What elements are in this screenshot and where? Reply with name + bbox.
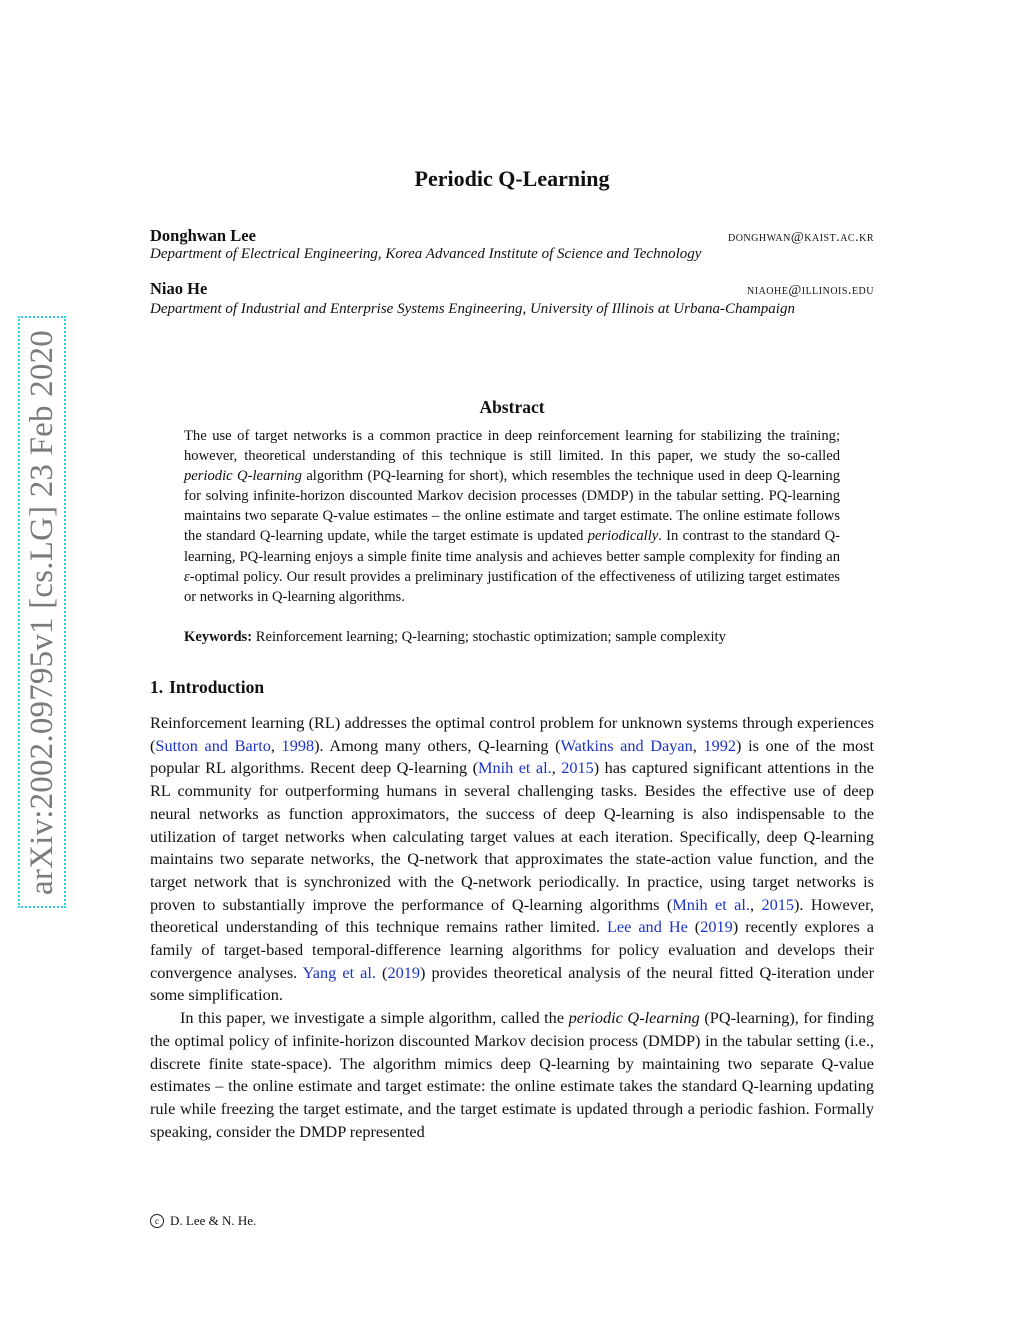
citation-link[interactable]: Watkins and Dayan — [560, 735, 693, 755]
author-row-1 — [150, 226, 874, 246]
copyright-footer — [150, 1213, 256, 1229]
author-name: Niao He — [150, 279, 208, 298]
author-affiliation: Department of Electrical Engineering, Korea Advanced Institute of Science and Technology — [150, 246, 702, 262]
citation-year-link[interactable]: 2019 — [700, 917, 733, 937]
citation-link[interactable]: Sutton and Barto — [155, 735, 271, 755]
citation-year-link[interactable]: 2019 — [387, 962, 420, 982]
citation-link[interactable]: Lee and He — [606, 917, 688, 937]
keywords-label: Keywords: — [184, 629, 253, 645]
citation-year-link[interactable]: 1998 — [281, 735, 315, 755]
keywords-line — [184, 627, 840, 647]
author-name: Donghwan Lee — [150, 226, 256, 245]
keywords-text: Reinforcement learning; Q-learning; stochastic optimization; sample complexity — [255, 629, 726, 645]
intro-paragraph-2: In this paper, we investigate a simple algorithm, called the periodic Q-learning (PQ-learning), for finding the optimal policy of infinite-horizon discounted Markov decision process (DMDP) in the tabular setting (i.e., discrete finite state-space). The algorithm mimics deep Q-learning by maintaining two separate Q-value estimates – the online estimate and target estimate: the online estimate takes the standard Q-learning updating rule while freezing the target estimate, and the target estimate is updated through a periodic fashion. Formally speaking, consider the DMDP represented — [150, 1008, 875, 1141]
arxiv-identifier: arXiv:2002.09795v1 [cs.LG] 23 Feb 2020 — [23, 329, 60, 895]
copyright-text: D. Lee & N. He. — [170, 1213, 257, 1228]
paper-title: Periodic Q-Learning — [414, 166, 610, 191]
author-affiliation: Department of Industrial and Enterprise Systems Engineering, University of Illinois at Urbana-Champaign — [150, 301, 795, 317]
section-heading-introduction: 1. Introduction — [150, 677, 265, 697]
abstract-heading: Abstract — [479, 397, 545, 417]
abstract-body: The use of target networks is a common practice in deep reinforcement learning for stabilizing the training; however, theoretical understanding of this technique is still limited. In this paper, we study the so-called periodic Q-learning algorithm (PQ-learning for short), which resembles the technique used in deep Q-learning for solving infinite-horizon discounted Markov decision processes (DMDP) in the tabular setting. PQ-learning maintains two separate Q-value estimates – the online estimate and target estimate. The online estimate follows the standard Q-learning update, while the target estimate is updated periodically. In contrast to the standard Q-learning, PQ-learning enjoys a simple finite time analysis and achieves better sample complexity for finding an ε-optimal policy. Our result provides a preliminary justification of the effectiveness of utilizing target estimates or networks in Q-learning algorithms. — [184, 428, 840, 605]
citation-year-link[interactable]: 2015 — [561, 758, 594, 778]
citation-year-link[interactable]: 1992 — [703, 735, 737, 755]
introduction-body — [150, 712, 874, 1143]
intro-paragraph-1: Reinforcement learning (RL) addresses the optimal control problem for unknown systems through experiences (Sutton and Barto, 1998). Among many others, Q-learning (Watkins and Dayan, 1992) is one of the most popular RL algorithms. Recent deep Q-learning (Mnih et al., 2015) has captured significant attentions in the RL community for outperforming humans in several challenging tasks. Besides the effective use of deep neural networks as function approximators, the success of deep Q-learning is also indispensable to the utilization of target networks when calculating target values at each iteration. Specifically, deep Q-learning maintains two separate networks, the Q-network that approximates the state-action value function, and the target network that is synchronized with the Q-network periodically. In practice, using target networks is proven to substantially improve the performance of Q-learning algorithms (Mnih et al., 2015). However, theoretical understanding of this technique remains rather limited. Lee and He (2019) recently explores a family of target-based temporal-difference learning algorithms for policy evaluation and develops their convergence analyses. Yang et al. (2019) provides theoretical analysis of the neural fitted Q-iteration under some simplification. — [150, 713, 875, 1005]
author-email: donghwan@kaist.ac.kr — [727, 230, 874, 245]
author-email: niaohe@illinois.edu — [747, 283, 874, 298]
citation-year-link[interactable]: 2015 — [761, 894, 795, 914]
citation-link[interactable]: Yang et al. — [302, 962, 376, 982]
author-row-2 — [150, 279, 874, 299]
citation-link[interactable]: Mnih et al. — [478, 758, 552, 778]
citation-link[interactable]: Mnih et al. — [672, 894, 750, 914]
copyright-icon: c — [150, 1214, 164, 1228]
